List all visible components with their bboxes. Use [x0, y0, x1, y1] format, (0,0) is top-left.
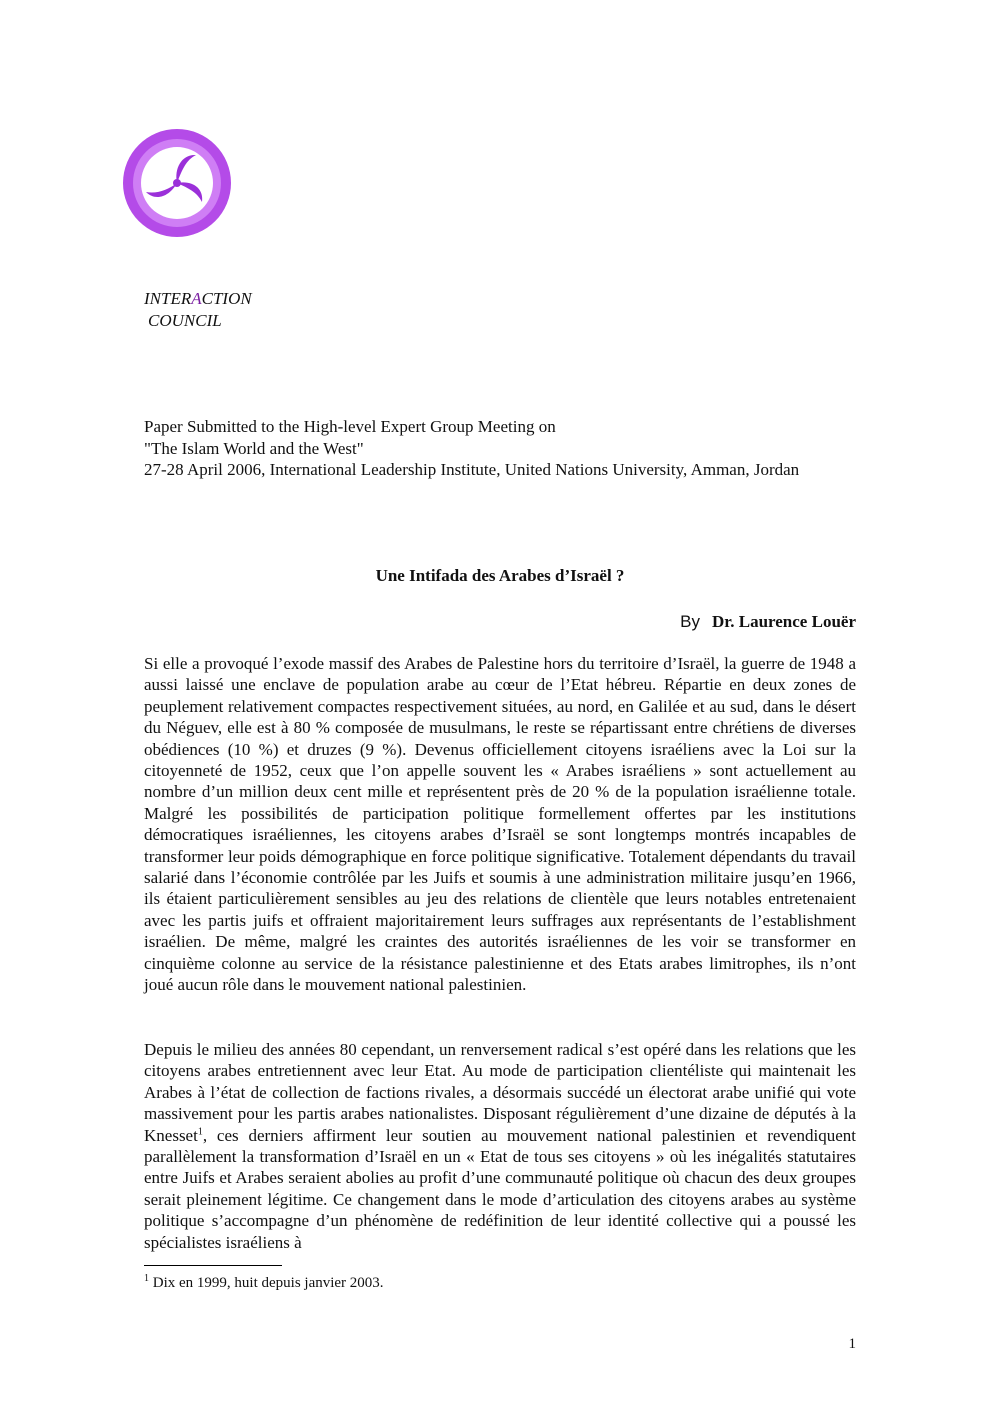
- byline-by: By: [680, 612, 700, 631]
- org-line-1: [144, 288, 252, 310]
- header-line-1: Paper Submitted to the High-level Expert Group Meeting on: [144, 417, 556, 436]
- paragraph-2-part-a: Depuis le milieu des années 80 cependant, un renversement radical s’est opéré dans les relations que les citoyens arabes entretiennent avec leur Etat. Au mode de participation clientéliste qui maintenait les Arabes à l’état de collection de factions rivales, a désormais succédé un électorat arabe unifié qui vote massivement pour les partis arabes nationalistes. Disposant régulièrement d’une dizaine de députés à la Knesset: [144, 1040, 856, 1145]
- footnote-text: Dix en 1999, huit depuis janvier 2003.: [149, 1275, 384, 1291]
- paragraph-2: [144, 1039, 856, 1253]
- author-name: Dr. Laurence Louër: [711, 612, 856, 631]
- org-accent-a: A: [191, 289, 202, 308]
- org-initial-i: I: [144, 289, 150, 308]
- org-text-ction: CTION: [201, 289, 252, 308]
- organization-name: [144, 288, 252, 332]
- interaction-council-logo: [122, 128, 232, 238]
- footnote-ref: 1: [197, 1125, 203, 1137]
- byline: [680, 612, 856, 632]
- paragraph-2-part-b: , ces derniers affirment leur soutien au mouvement national palestinien et revendiquent parallèlement la transformation d’Israël en un « Etat de tous ses citoyens » où les inégalités statutaires entre Juifs et Arabes seraient abolies au profit d’une communauté politique où chacun des deux groupes serait pleinement légitime. Ce changement dans le mode d’articulation des citoyens arabes au système politique s’accompagne d’un phénomène de redéfinition de leur identité collective qui a poussé les spécialistes israéliens à: [144, 1125, 856, 1252]
- header-line-2: "The Islam World and the West": [144, 438, 364, 458]
- document-title: Une Intifada des Arabes d’Israël ?: [375, 566, 625, 585]
- submission-header: [144, 416, 856, 481]
- org-text-ouncil: OUNCIL: [159, 311, 222, 330]
- footnote: [144, 1275, 384, 1292]
- footnote-divider: [144, 1265, 282, 1266]
- org-initial-c: C: [148, 311, 160, 330]
- page-number: 1: [848, 1336, 856, 1352]
- paragraph-1: Si elle a provoqué l’exode massif des Arabes de Palestine hors du territoire d’Israël, la guerre de 1948 a aussi laissé une enclave de population arabe au cœur de l’Etat hébreu. Répartie en deux zones de peuplement relativement compactes respectivement situées, au nord, en Galilée et au sud, dans le désert du Néguev, elle est à 80 % composée de musulmans, le reste se répartissant entre chrétiens de diverses obédiences (10 %) et druzes (9 %). Devenus officiellement citoyens israéliens avec la Loi sur la citoyenneté de 1952, ceux que l’on appelle souvent les « Arabes israéliens » sont actuellement au nombre d’un million deux cent mille et représentent près de 20 % de la population israélienne totale. Malgré les possibilités de participation politique formellement offertes par les institutions démocratiques israéliennes, les citoyens arabes d’Israël se sont longtemps montrés incapables de transformer leur poids démographique en force politique significative. Totalement dépendants du travail salarié dans l’économie contrôlée par les Juifs et soumis à une administration militaire jusqu’en 1966, ils étaient particulièrement sensibles au jeu des relations de clientèle que leurs notables entretenaient avec les partis juifs et offraient majoritairement leurs suffrages aux représentants de l’establishment israélien. De même, malgré les craintes des autorités israéliennes de les voir se transformer en cinquième colonne au service de la résistance palestinienne et des Etats arabes limitrophes, ils n’ont joué aucun rôle dans le mouvement national palestinien.: [144, 654, 856, 995]
- header-line-3: 27-28 April 2006, International Leadership Institute, United Nations University, Amman, Jordan: [144, 460, 800, 479]
- org-line-2: [144, 310, 252, 332]
- footnote-number: 1: [144, 1273, 149, 1284]
- org-text-nter: NTER: [149, 289, 192, 308]
